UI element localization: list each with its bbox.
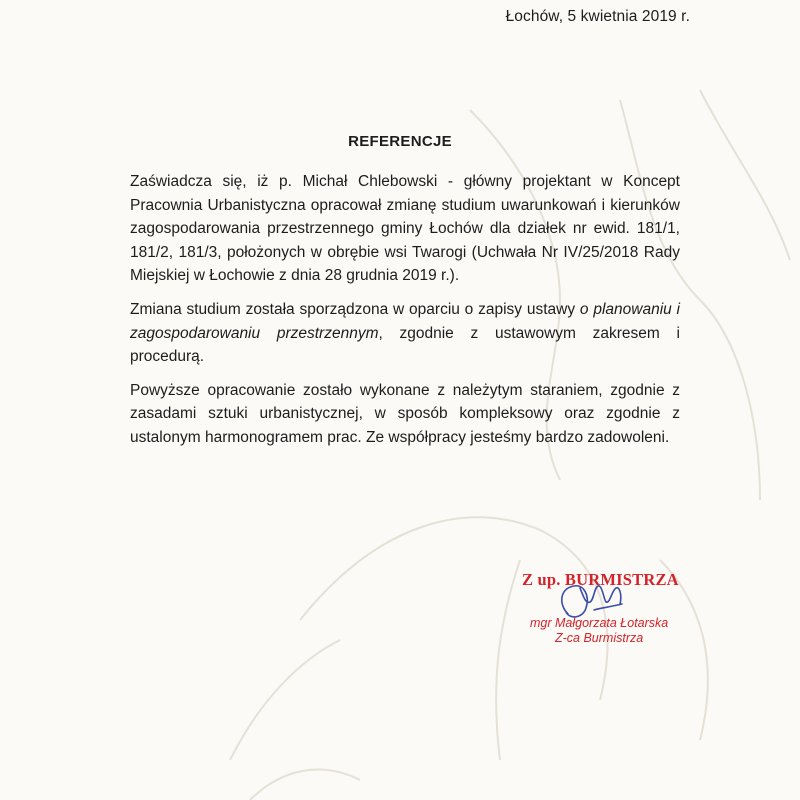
paragraph-2-text-after: , zgodnie z ustawowym zakresem i procedurą. <box>130 324 680 366</box>
stamp-heading: Z up. BURMISTRZA <box>522 570 679 589</box>
paragraph-2-text-before: Zmiana studium została sporządzona w oparciu o zapisy ustawy <box>130 300 580 318</box>
paragraph-3: Powyższe opracowanie zostało wykonane z należytym staraniem, zgodnie z zasadami sztuki urbanistycznej, w sposób kompleksowy oraz zgodnie z ustalonym harmonogramem prac. Ze współpracy jesteśmy bardzo zadowoleni. <box>130 381 680 446</box>
paragraph-1-text: Zaświadcza się, iż p. Michał Chlebowski - główny projektant w Koncept Pracownia Urbanistyczna opracował zmianę studium uwarunkowań i kierunków zagospodarowania przestrzennego gminy Łochów dla działek nr ewid. 181/1, 181/2, 181/3, położonych w obrębie wsi Twarogi (Uchwała Nr IV/25/2018 Rady Miejskiej w Łochowie z dnia 28 grudnia 2019 r.). <box>130 173 680 285</box>
signatory-name: mgr Małgorzata Łotarska <box>530 616 669 630</box>
letter-date: Łochów, 5 kwietnia 2019 r. <box>505 8 690 25</box>
letter-body <box>130 170 680 460</box>
paragraph-1 <box>130 170 680 288</box>
document-title: REFERENCJE <box>348 133 452 150</box>
signature-stamp <box>500 568 730 648</box>
signatory-role: Z-ca Burmistrza <box>555 631 644 645</box>
paragraph-2-law-title: o planowaniu i zagospodarowaniu przestrzennym <box>130 300 681 342</box>
paragraph-2 <box>130 298 680 369</box>
